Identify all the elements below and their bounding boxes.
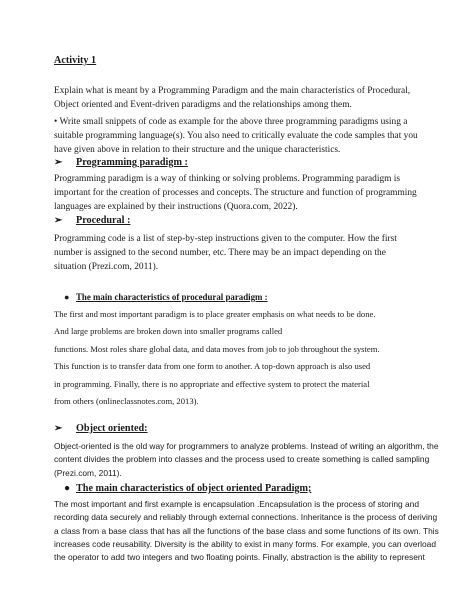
task-bullet-line: suitable programming language(s). You also need to critically evaluate the code samples that you [54, 131, 418, 142]
paragraph-line: from others (onlineclassnotes.com, 2013). [54, 396, 199, 407]
task-bullet-line: have given above in relation to their structure and the unique characteristics. [54, 145, 341, 156]
procedural-characteristics-heading [54, 290, 439, 304]
task-bullet-line: • Write small snippets of code as example for the above three programming paradigms using a [54, 117, 408, 127]
arrow-bullet-icon: ➢ [54, 423, 63, 434]
programming-paradigm-paragraph [54, 172, 439, 215]
task-bullet-paragraph [54, 115, 439, 158]
activity-title [54, 54, 439, 68]
procedural-characteristics-paragraph [54, 306, 439, 410]
procedural-heading [54, 214, 439, 228]
paragraph-line: a class from a base class that has all the functions of the base class and some functions of its own. This [54, 525, 439, 536]
object-oriented-paragraph [54, 440, 439, 480]
paragraph-line: in programming. Finally, there is no appropriate and effective system to protect the material [54, 378, 370, 389]
paragraph-line: important for the creation of processes and concepts. The structure and function of programming [54, 188, 417, 199]
paragraph-line: Programming code is a list of step-by-step instructions given to the computer. How the first [54, 234, 397, 244]
arrow-bullet-icon: ➢ [54, 215, 63, 226]
paragraph-line: And large problems are broken down into smaller programs called [54, 326, 283, 337]
paragraph-line: The most important and first example is encapsulation .Encapsulation is the process of storing and [54, 499, 419, 509]
paragraph-line: The first and most important paradigm is to place greater emphasis on what needs to be done. [54, 309, 376, 319]
paragraph-line: content divides the problem into classes and the process used to create something is called sampling [54, 454, 430, 465]
paragraph-line: (Prezi.com, 2011). [54, 467, 122, 478]
heading-text: Object oriented: [76, 423, 148, 434]
heading-text: Procedural : [76, 215, 131, 226]
paragraph-line: functions. Most roles share global data, and data moves from job to job throughout the system. [54, 343, 380, 354]
paragraph-line: increases code reusability. Diversity is the ability to exist in many forms. For example, you can overload [54, 538, 436, 549]
paragraph-line: recording data securely and reliably through external connections. Inheritance is the process of deriving [54, 512, 438, 523]
object-oriented-heading [54, 422, 439, 436]
activity-title-text: Activity 1 [54, 55, 97, 66]
task-paragraph [54, 84, 439, 112]
oo-characteristics-heading [54, 482, 439, 496]
round-bullet-icon: ● [64, 483, 71, 494]
oo-characteristics-paragraph [54, 498, 439, 564]
heading-text: The main characteristics of object oriented Paradigm; [76, 483, 312, 494]
heading-text: Programming paradigm : [76, 157, 188, 168]
round-bullet-icon: ● [64, 292, 70, 302]
procedural-paragraph [54, 232, 439, 275]
paragraph-line: the operator to add two integers and two floating points. Finally, abstraction is the ability to represent [54, 552, 425, 563]
programming-paradigm-heading [54, 156, 439, 170]
heading-text: The main characteristics of procedural paradigm : [76, 292, 268, 302]
paragraph-line: Object-oriented is the old way for programmers to analyze problems. Instead of writing an algorithm, the [54, 441, 439, 451]
paragraph-line: number is assigned to the second number, etc. There may be an impact depending on the [54, 248, 386, 259]
arrow-bullet-icon: ➢ [54, 157, 63, 168]
paragraph-line: languages are explained by their instructions (Quora.com, 2022). [54, 202, 298, 213]
paragraph-line: Programming paradigm is a way of thinking or solving problems. Programming paradigm is [54, 174, 401, 184]
paragraph-line: situation (Prezi.com, 2011). [54, 262, 159, 273]
task-line: Explain what is meant by a Programming Paradigm and the main characteristics of Procedural, [54, 86, 411, 96]
paragraph-line: This function is to transfer data from one form to another. A top-down approach is also used [54, 361, 371, 372]
task-line: Object oriented and Event-driven paradigms and the relationships among them. [54, 100, 352, 111]
